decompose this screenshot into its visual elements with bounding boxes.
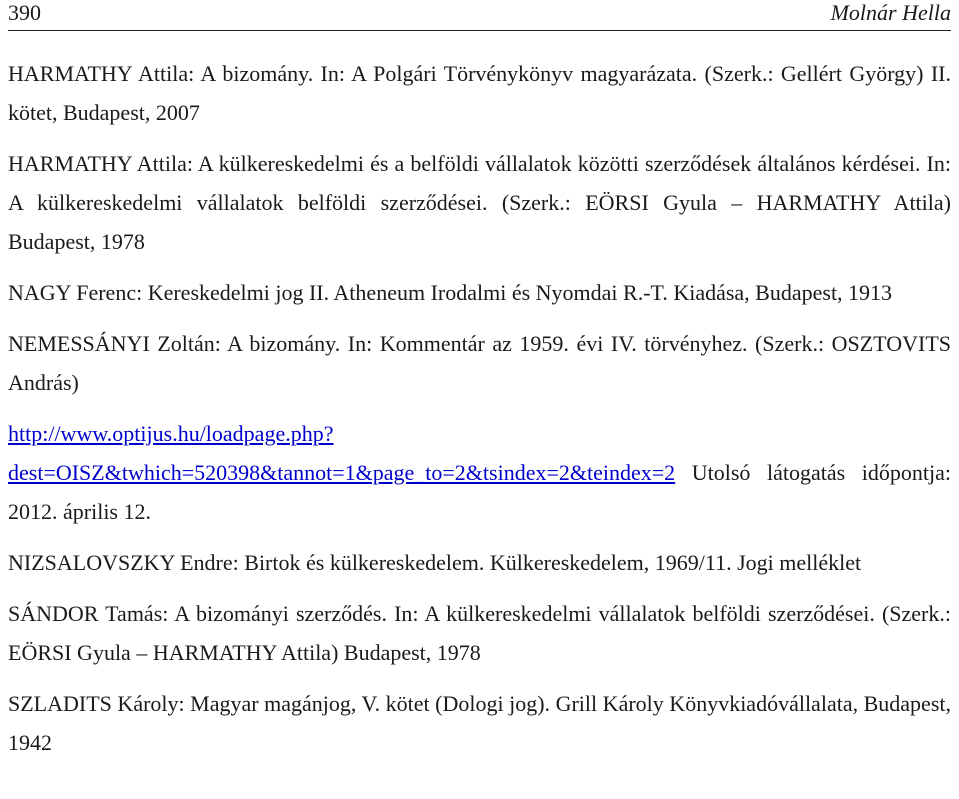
reference-entry: HARMATHY Attila: A külkereskedelmi és a belföldi vállalatok közötti szerződések általános kérdései. In: A külkereskedelmi vállalatok belföldi szerződései. (Szerk.: EÖRSI Gyula – HARMATHY Attila) Budapest, 1978 <box>8 151 951 254</box>
reference-entry-with-link <box>8 414 951 531</box>
reference-entry: NIZSALOVSZKY Endre: Birtok és külkereskedelem. Külkereskedelem, 1969/11. Jogi melléklet <box>8 550 862 575</box>
reference-access-date: Utolsó látogatás időpontja: 2012. április 12. <box>8 460 951 524</box>
reference-entry: NAGY Ferenc: Kereskedelmi jog II. Atheneum Irodalmi és Nyomdai R.-T. Kiadása, Budapest, 1913 <box>8 280 893 305</box>
reference-entry: HARMATHY Attila: A bizomány. In: A Polgári Törvénykönyv magyarázata. (Szerk.: Gellért György) II. kötet, Budapest, 2007 <box>8 61 951 125</box>
page-number: 390 <box>8 0 41 25</box>
document-page <box>8 0 951 755</box>
page-header <box>8 0 951 31</box>
bibliography-list <box>8 54 951 762</box>
reference-entry: SÁNDOR Tamás: A bizományi szerződés. In: A külkereskedelmi vállalatok belföldi szerződései. (Szerk.: EÖRSI Gyula – HARMATHY Attila) Budapest, 1978 <box>8 601 951 665</box>
reference-entry: NEMESSÁNYI Zoltán: A bizomány. In: Kommentár az 1959. évi IV. törvényhez. (Szerk.: OSZTOVITS András) <box>8 331 951 395</box>
running-head-author: Molnár Hella <box>830 0 951 25</box>
reference-entry: SZLADITS Károly: Magyar magánjog, V. kötet (Dologi jog). Grill Károly Könyvkiadóvállalata, Budapest, 1942 <box>8 691 951 755</box>
reference-url-link[interactable]: http://www.optijus.hu/loadpage.php?dest=OISZ&twhich=520398&tannot=1&page_to=2&tsindex=2&teindex=2 <box>8 421 676 485</box>
